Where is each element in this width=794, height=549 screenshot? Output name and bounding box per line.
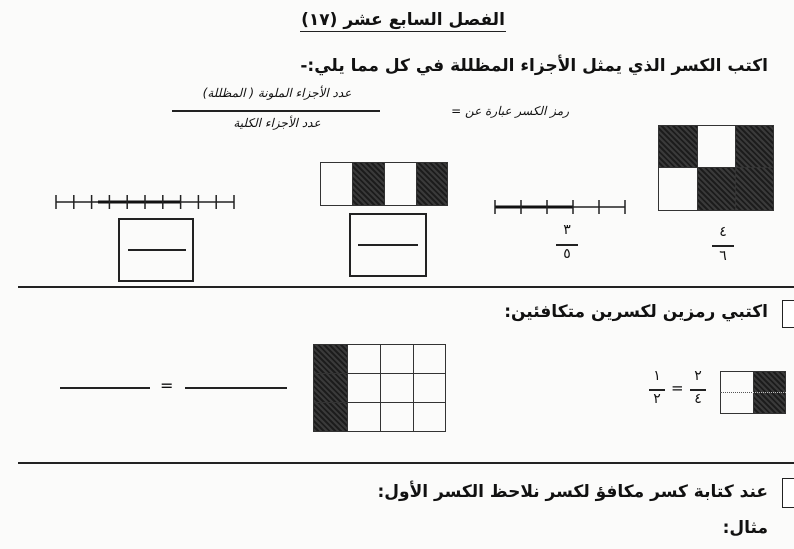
strip-dotted-divider — [753, 392, 786, 393]
formula-fraction-bar — [172, 110, 380, 112]
answer-box[interactable] — [349, 213, 427, 277]
strip-cell-shaded — [416, 162, 448, 206]
example-equals: = — [671, 379, 684, 397]
grid-cell — [347, 402, 381, 432]
number-line-10-parts — [50, 190, 240, 214]
grid-4x3-first-column-shaded — [313, 344, 446, 432]
grid-cell-shaded — [735, 167, 774, 211]
shaded-grid-3x2 — [658, 125, 774, 211]
strip-cell-shaded — [352, 162, 385, 206]
section3-checkbox[interactable] — [782, 478, 794, 508]
grid-cell-shaded — [735, 125, 774, 168]
strip-dotted-divider — [720, 392, 754, 393]
fraction-denominator: ٥ — [563, 246, 571, 262]
grid-cell — [380, 402, 414, 432]
section3-instruction: عند كتابة كسر مكافؤ لكسر نلاحظ الكسر الأول: — [377, 482, 768, 502]
formula-denominator: عدد الأجزاء الكلية — [233, 116, 321, 130]
fraction-numerator: ٣ — [563, 222, 571, 238]
example-label: مثال: — [722, 518, 768, 538]
answer-box[interactable] — [118, 218, 194, 282]
strip-cell — [320, 162, 353, 206]
chapter-title: الفصل السابع عشر (١٧) — [301, 10, 505, 30]
example-right-numerator: ٢ — [694, 368, 702, 384]
answer-line-left[interactable] — [60, 387, 150, 389]
formula-lhs: رمز الكسر عبارة عن = — [451, 104, 569, 118]
grid-cell-shaded — [313, 373, 348, 403]
grid-cell — [347, 373, 381, 403]
section2-checkbox[interactable] — [782, 300, 794, 328]
example-left-numerator: ١ — [653, 368, 661, 384]
grid-cell-shaded — [658, 125, 698, 168]
fraction-denominator: ٦ — [719, 248, 727, 264]
grid-cell — [380, 344, 414, 374]
grid-cell — [413, 344, 446, 374]
section-divider — [18, 462, 794, 464]
answer-fraction-bar — [128, 249, 186, 251]
number-line-5-parts — [490, 195, 630, 219]
shaded-strip-4-parts — [320, 162, 448, 206]
grid-cell-shaded — [697, 167, 736, 211]
formula-numerator: عدد الأجزاء الملونة ( المظللة) — [202, 86, 352, 100]
strip-cell — [384, 162, 417, 206]
equals-sign: = — [160, 376, 174, 395]
grid-cell — [347, 344, 381, 374]
fraction-numerator: ٤ — [719, 224, 727, 240]
grid-cell — [380, 373, 414, 403]
grid-cell-shaded — [313, 402, 348, 432]
grid-cell — [413, 373, 446, 403]
answer-line-right[interactable] — [185, 387, 287, 389]
grid-cell — [658, 167, 698, 211]
section1-instruction: اكتب الكسر الذي يمثل الأجزاء المظللة في كل مما يلي:- — [300, 56, 768, 76]
grid-cell — [697, 125, 736, 168]
example-right-denominator: ٤ — [694, 391, 702, 407]
fraction-bar — [712, 245, 734, 247]
section-divider — [18, 286, 794, 288]
grid-cell — [413, 402, 446, 432]
answer-fraction-bar — [358, 244, 418, 246]
example-left-denominator: ٢ — [653, 391, 661, 407]
section2-instruction: اكتبي رمزين لكسرين متكافئين: — [504, 302, 768, 322]
grid-cell-shaded — [313, 344, 348, 374]
example-strip-half-shaded — [720, 371, 786, 414]
